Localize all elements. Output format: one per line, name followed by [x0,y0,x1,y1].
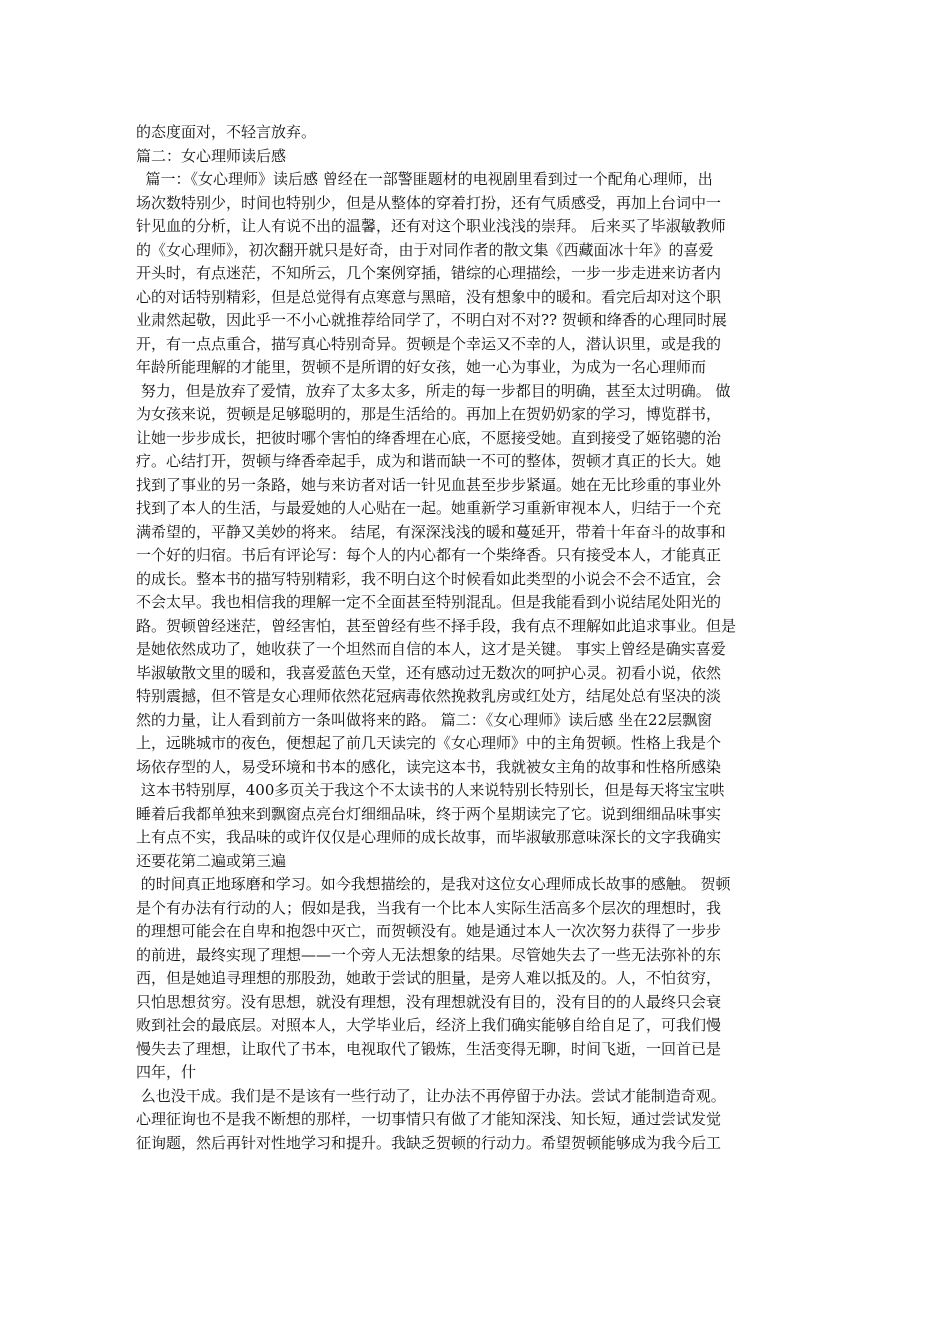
text-line: 四年，什 [136,1063,197,1081]
text-line: 场依存型的人，易受环境和书本的感化，读完这本书，我就被女主角的故事和性格所感染 [136,757,722,776]
text-line: 篇一：《女心理师》读后感 曾经在一部警匪题材的电视剧里看到过一个配角心理师，出 [136,170,713,188]
text-line: 是个有办法有行动的人；假如是我，当我有一个比本人实际生活高多个层次的理想时，我 [136,898,722,917]
text-line: 的前进，最终实现了理想——一个旁人无法想象的结果。尽管她失去了一些无法弥补的东 [136,945,722,964]
text-line: 还要花第二遍或第三遍 [136,851,287,870]
text-line: 为女孩来说，贺顿是足够聪明的，那是生活给的。再加上在贺奶奶家的学习，博览群书， [136,405,722,423]
text-line: 年龄所能理解的才能里，贺顿不是所谓的好女孩，她一心为事业，为成为一名心理师而 [136,358,707,376]
text-line: 不会太早。我也相信我的理解一定不全面甚至特别混乱。但是我能看到小说结尾处阳光的 [136,593,722,611]
text-line: 疗。心结打开，贺顿与绛香牵起手，成为和谐而缺一不可的整体，贺顿才真正的长大。她 [136,452,722,470]
text-line: 上，远眺城市的夜色，便想起了前几天读完的《女心理师》中的主角贺顿。性格上我是个 [136,734,722,752]
text-line: 的理想可能会在自卑和抱怨中灭亡，而贺顿没有。她是通过本人一次次努力获得了一步步 [136,922,722,940]
text-line: 满希望的，平静又美妙的将来。 结尾，有深深浅浅的暖和蔓延开，带着十年奋斗的故事和 [136,522,726,541]
text-line: 针见血的分析，让人有说不出的温馨，还有对这个职业浅浅的崇拜。 后来买了毕淑敏教师 [136,217,726,235]
text-line: 这本书特别厚，400多页关于我这个不太读书的人来说特别长特别长，但是每天将宝宝哄 [136,781,725,799]
text-line: 然的力量，让人看到前方一条叫做将来的路。 篇二：《女心理师》读后感 坐在22层飘窗 [136,710,713,729]
text-line: 败到社会的最底层。对照本人，大学毕业后，经济上我们确实能够自给自足了，可我们慢 [136,1016,722,1034]
text-line: 的态度面对，不轻言放弃。 [136,123,317,141]
text-line: 征询题，然后再针对性地学习和提升。我缺乏贺顿的行动力。希望贺顿能够成为我今后工 [136,1133,722,1152]
document-body [136,121,826,1155]
text-line: 找到了本人的生活，与最爱她的人心贴在一起。她重新学习重新审视本人，归结于一个充 [136,499,722,517]
text-line: 努力，但是放弃了爱情，放弃了太多太多，所走的每一步都目的明确，甚至太过明确。 做 [136,381,731,400]
text-line: 慢失去了理想，让取代了书本，电视取代了锻炼，生活变得无聊，时间飞逝，一回首已是 [136,1039,722,1058]
text-line: 路。贺顿曾经迷茫，曾经害怕，甚至曾经有些不择手段，我有点不理解如此追求事业。但是 [136,616,737,635]
text-line: 的《女心理师》，初次翻开就只是好奇，由于对同作者的散文集《西藏面冰十年》的喜爱 [136,240,714,259]
text-line: 特别震撼，但不管是女心理师依然花冠病毒依然挽救乳房或红处方，结尾处总有坚决的淡 [136,687,722,705]
text-line: 业肃然起敬，因此乎一不小心就推荐给同学了，不明白对不对?? 贺顿和绛香的心理同时展 [136,311,727,329]
text-line: 让她一步步成长，把彼时哪个害怕的绛香埋在心底，不愿接受她。直到接受了姬铭骢的治 [136,428,722,447]
text-line: 的成长。整本书的描写特别精彩，我不明白这个时候看如此类型的小说会不会不适宜，会 [136,569,722,588]
text-line: 睡着后我都单独来到飘窗点亮台灯细细品味，终于两个星期读完了它。说到细细品味事实 [136,804,722,823]
text-line: 一个好的归宿。书后有评论写：每个人的内心都有一个柴绛香。只有接受本人，才能真正 [136,546,722,564]
text-line: 么也没干成。我们是不是该有一些行动了，让办法不再停留于办法。尝试才能制造奇观。 [136,1086,726,1105]
text-line: 心的对话特别精彩，但是总觉得有点寒意与黑暗，没有想象中的暖和。看完后却对这个职 [136,287,722,306]
text-line: 是她依然成功了，她收获了一个坦然而自信的本人，这才是关键。 事实上曾经是确实喜爱 [136,640,726,658]
text-line: 篇二：女心理师读后感 [136,146,287,165]
text-line: 的时间真正地琢磨和学习。如今我想描绘的，是我对这位女心理师成长故事的感触。 贺顿 [136,875,731,893]
text-line: 找到了事业的另一条路，她与来访者对话一针见血甚至步步紧逼。她在无比珍重的事业外 [136,475,722,494]
text-line: 开头时，有点迷茫，不知所云，几个案例穿插，错综的心理描绘，一步一步走进来访者内 [136,264,722,282]
text-line: 毕淑敏散文里的暖和，我喜爱蓝色天堂，还有感动过无数次的呵护心灵。初看小说，依然 [136,663,722,682]
text-line: 西，但是她追寻理想的那股劲，她敢于尝试的胆量，是旁人难以抵及的。人，不怕贫穷， [136,969,722,987]
text-line: 只怕思想贫穷。没有思想，就没有理想，没有理想就没有目的，没有目的的人最终只会衰 [136,992,722,1011]
text-line: 心理征询也不是我不断想的那样，一切事情只有做了才能知深浅、知长短，通过尝试发觉 [136,1110,722,1128]
text-line: 开，有一点点重合，描写真心特别奇异。贺顿是个幸运又不幸的人，潜认识里，或是我的 [136,334,722,353]
text-line: 场次数特别少，时间也特别少，但是从整体的穿着打扮，还有气质感受，再加上台词中一 [136,193,722,212]
text-line: 上有点不实，我品味的或许仅仅是心理师的成长故事，而毕淑敏那意味深长的文字我确实 [136,828,722,846]
